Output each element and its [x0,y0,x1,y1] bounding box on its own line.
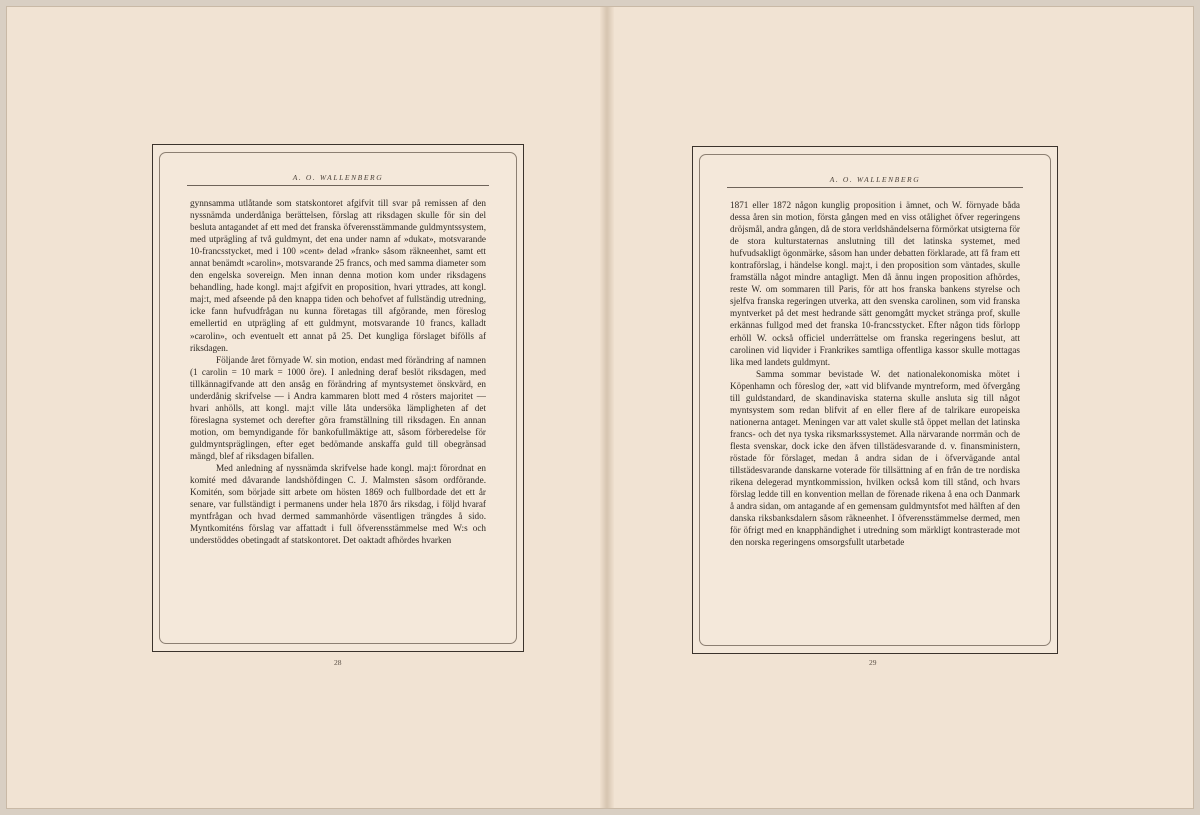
paragraph: Med anledning af nyssnämda skrifvelse hade kongl. maj:t förordnat en komité med dåvarande landshöfdingen C. J. Malmsten såsom ordförande. Komitén, som började sitt arbete om hösten 1869 och fullbordade det ett år senare, var fullständigt i permanens under hela 1870 års riksdag, i följd hvaraf myntfrågan och hvad dermed sammanhörde väsentligen trängdes å sido. Myntkomiténs förslag var affattadt i full öfverensstämmelse med W:s och understöddes obetingadt af statskontoret. Det oaktadt afhördes hvarken [190,463,486,546]
running-head: A. O. WALLENBERG [187,173,489,186]
book-gutter [600,7,614,808]
page-number: 29 [869,658,877,667]
text-frame [152,144,524,652]
right-page [614,7,1193,808]
body-text [730,199,1020,548]
page-number: 28 [334,658,342,667]
paragraph: Följande året förnyade W. sin motion, endast med förändring af namnen (1 carolin = 10 mark = 1000 öre). I anledning deraf beslöt riksdagen, med tillkännagifvande att den ansåg en förändring af myntsystemet önskvärd, en underdånig skrifvelse — i Andra kammaren blott med 4 rösters majoritet — hvari anhölls, att kongl. maj:t ville låta undersöka lämpligheten af det föreslagna systemet och derefter göra framställning till riksdagen. En annan motion, om bemyndigande för bankofullmäktige att, såsom förberedelse för guldmyntspräglingen, efter eget bedömande anskaffa guld till obegränsad mängd, blef af riksdagen bifallen. [190,354,486,461]
body-text [190,197,486,546]
text-frame [692,146,1058,654]
paragraph: Samma sommar bevistade W. det nationalekonomiska mötet i Köpenhamn och föreslog der, »att vid blifvande myntreform, med öfvergång till guldstandard, de skandinaviska staterna skulle ansluta sig till något myntsystem som redan blifvit af en eller flere af de talrikare europeiska nationerna antaget. Meningen var att valet skulle stå öppet mellan det latinska francs- och det nya tyska riksmarkssystemet. Alla närvarande norrmän och de flesta svenskar, dock icke den äfven tillstädesvarande d. v. finansministern, röstade för förslaget, medan å andra sidan de i öfvervägande antal tillstädesvarande danskarne voterade för tillsättning af en från de tre nordiska rikena delegerad myntkommission, hvilken också kom till stånd, och hvars förslag ledde till en konvention mellan de förenade rikena å ena och Danmark å andra sidan, om antagande af en gemensam guldmyntsfot med hälften af den danska riksbanksdalern såsom räknеenhet. I öfverensstämmelse dermed, men för öfrigt med en knapphändighet i utredning som märkligt kontrasterade mot den norska regeringens omsorgsfullt utarbetade [730,368,1020,548]
book-spread [6,6,1194,809]
paragraph: gynnsamma utlåtande som statskontoret afgifvit till svar på remissen af den nyssnämda underdåniga berättelsen, förslag att riksdagen skulle för sin del besluta antagandet af ett med det franska öfverensstämmande guldmyntssystem, med utprägling af två guldmynt, det ena under namn af »dukat», motsvarande 10-francsstycket, med i 100 »cent» delad »frank» såsom räknеenhet, samt ett annat benämdt »carolin», motsvarande 25 francs, och med samma diameter som den engelska sovereign. Men innan denna motion kom under riksdagens behandling, hade kongl. maj:t afgifvit en proposition, hvari yttrades, att kongl. maj:t, med afseende på den knappa tiden och behofvet af fullständig utredning, icke fann hufvudfrågan nu kunna företagas till afgörande, men föreslog emellertid en utprägling af ett guldmynt, motsvarande 10 francs, kalladt »carolin», och eventuelt ett annat på 25. Det kungliga förslaget bifölls af riksdagen. [190,198,486,353]
paragraph: 1871 eller 1872 någon kunglig proposition i ämnet, och W. förnyade båda dessa åren sin motion, första gången med en viss otålighet öfver regeringens dröjsmål, andra gången, då de stora verldshändelserna förmörkat utsigterna för de stora kulturstaternas anslutning till det latinska systemet, med hufvudsakligt ögonmärke, såsom han under debatten förklarade, att få fram ett kontraförslag, i händelse kongl. maj:t, i den proposition som väntades, skulle framställa något mindre antagligt. Men då ännu ingen proposition afhördes, reste W. om sommaren till Paris, för att hos franska bankens styrelse och sjelfva franska regeringen utverka, att den svenska carolinen, som vid franska myntverket på det mest hedrande sätt genomgått mycket stränga prof, skulle erkännas fullgod med det franska 10-francsstycket. Efter någon tids förlopp erhöll W. också officiel underrättelse om franska regeringens beslut, att carolinen vid liqvider i Frankrikes samtliga offentliga kassor skulle mottagas lika med landets guldmynt. [730,200,1020,367]
running-head: A. O. WALLENBERG [727,175,1023,188]
left-page [7,7,600,808]
